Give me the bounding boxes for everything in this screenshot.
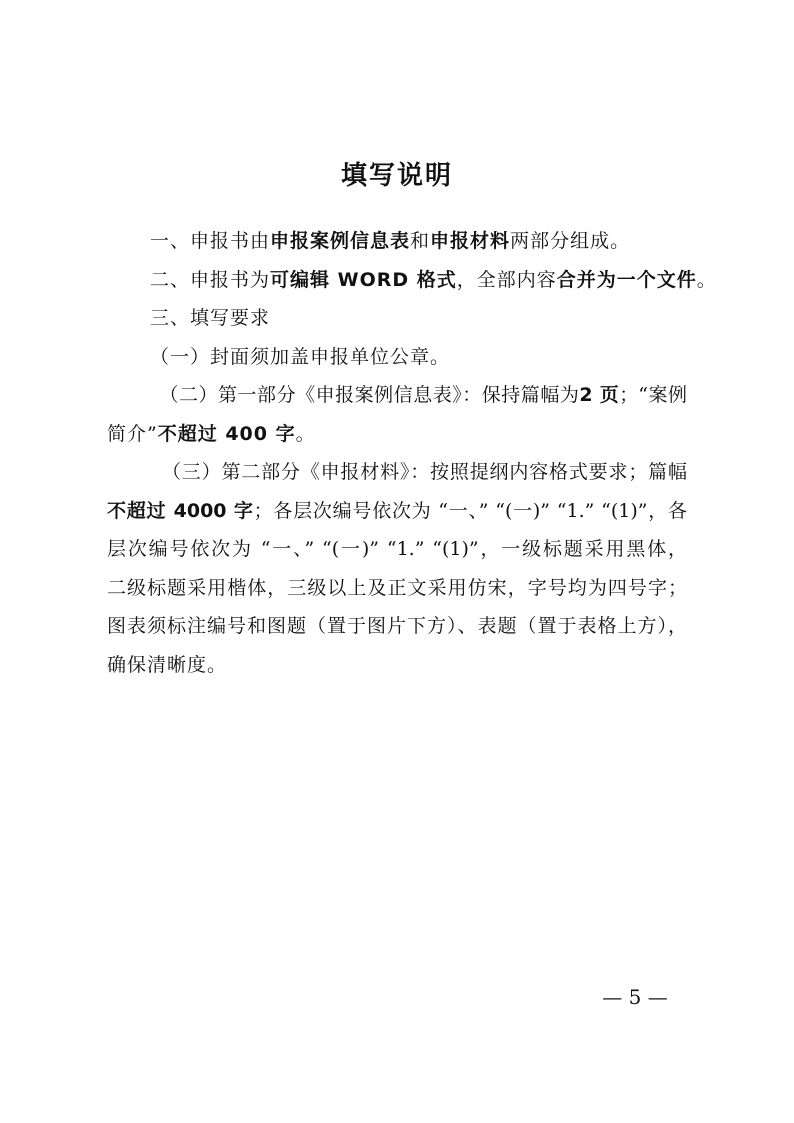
bold-text: 2 页 — [579, 384, 620, 406]
paragraph-part-two-line1 — [107, 458, 687, 486]
paragraph-part-two-line5 — [107, 612, 687, 640]
paragraph-part-one-line2 — [107, 420, 687, 448]
text: ，全部内容 — [456, 269, 557, 291]
bold-text: 不超过 4000 字 — [107, 500, 254, 522]
text: ；各层次编号依次为 “一、” “(一)” “1.” “(1)”，各 — [253, 500, 687, 522]
text: 。 — [696, 269, 717, 291]
text: 层次编号依次为 “一、” “(一)” “1.” “(1)”，一级标题采用黑体， — [107, 538, 687, 560]
paragraph-part-one-line1 — [107, 381, 687, 409]
text: 二、申报书为 — [150, 269, 271, 291]
paragraph-requirements-heading — [150, 304, 450, 332]
text: 二级标题采用楷体，三级以上及正文采用仿宋，字号均为四号字； — [107, 577, 687, 599]
paragraph-part-two-line6 — [107, 651, 687, 679]
text: ；“案例 — [619, 384, 687, 406]
text: 一、申报书由 — [150, 230, 271, 252]
paragraph-seal-requirement — [150, 343, 550, 371]
text: （二）第一部分《申报案例信息表》：保持篇幅为 — [159, 384, 580, 406]
text: 。 — [295, 423, 316, 445]
bold-text: 可编辑 WORD 格式 — [270, 269, 457, 291]
paragraph-part-two-line2 — [107, 497, 687, 525]
page-title: 填写说明 — [340, 161, 453, 191]
text: 和 — [410, 230, 431, 252]
bold-text: 合并为一个文件 — [556, 269, 697, 291]
paragraph-part-two-line4 — [107, 574, 687, 602]
page-number: — 5 — — [602, 985, 668, 1009]
text: 简介” — [107, 423, 158, 445]
paragraph-part-two-line3 — [107, 535, 687, 563]
paragraph-format — [150, 266, 717, 294]
text: 两部分组成。 — [510, 230, 631, 252]
text: 图表须标注编号和图题（置于图片下方）、表题（置于表格上方）， — [107, 615, 687, 637]
text: （三）第二部分《申报材料》：按照提纲内容格式要求；篇幅 — [161, 461, 687, 483]
bold-text: 申报案例信息表 — [270, 230, 411, 252]
text: 三、填写要求 — [150, 307, 271, 329]
paragraph-composition — [150, 227, 690, 255]
text: 确保清晰度。 — [107, 654, 228, 676]
bold-text: 不超过 400 字 — [157, 423, 296, 445]
bold-text: 申报材料 — [430, 230, 511, 252]
text: （一）封面须加盖申报单位公章。 — [150, 346, 451, 368]
